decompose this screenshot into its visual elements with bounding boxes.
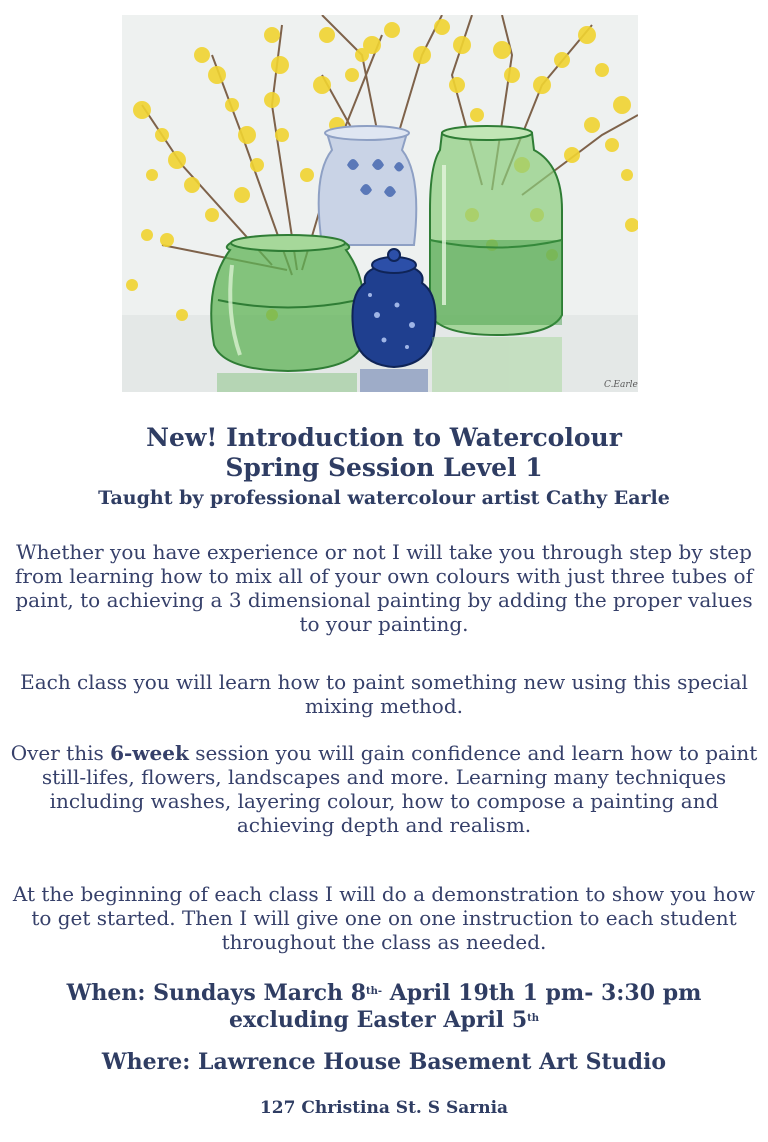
- demonstration-paragraph: At the beginning of each class I will do a demonstration to show you how to get started. Then I will give one on one instruction to each student throughout the class as needed.: [12, 882, 756, 954]
- schedule-line-exclusion: [0, 1007, 768, 1034]
- schedule-sup-1: th-: [366, 986, 383, 997]
- painting-signature: C.Earle: [604, 380, 638, 390]
- session-length: 6-week: [110, 741, 189, 765]
- intro-paragraph: Whether you have experience or not I will take you through step by step from learning how to mix all of your own colours with just three tubes of paint, to achieving a 3 dimensional painting by adding the proper values to your painting.: [14, 540, 753, 636]
- course-title: New! Introduction to Watercolour: [146, 423, 622, 452]
- class-paragraph: Each class you will learn how to paint something new using this special mixing method.: [20, 670, 748, 718]
- schedule-sup-2: th: [527, 1013, 540, 1024]
- session-title: Spring Session Level 1: [225, 453, 543, 482]
- schedule-info: [0, 980, 768, 1034]
- painting-illustration: [122, 15, 638, 392]
- forsythia-watercolour-painting: [122, 15, 638, 392]
- schedule-end: April 19th 1 pm- 3:30 pm: [382, 980, 702, 1006]
- instructor-line: Taught by professional watercolour artist Cathy Earle: [98, 487, 670, 509]
- address-info: 127 Christina St. S Sarnia: [259, 1098, 509, 1118]
- session-paragraph: [10, 741, 758, 837]
- session-text-end: session you will gain confidence and learn how to paint still-lifes, flowers, landscapes and more. Learning many techniques including washes, layering colour, how to compose a painting and achieving depth and realism.: [41, 741, 758, 837]
- location-info: Where: Lawrence House Basement Art Studio: [101, 1049, 667, 1075]
- schedule-start: When: Sundays March 8: [66, 980, 367, 1006]
- session-text-start: Over this: [10, 741, 111, 765]
- schedule-exclusion: excluding Easter April 5: [228, 1007, 528, 1033]
- schedule-line-dates: [0, 980, 768, 1007]
